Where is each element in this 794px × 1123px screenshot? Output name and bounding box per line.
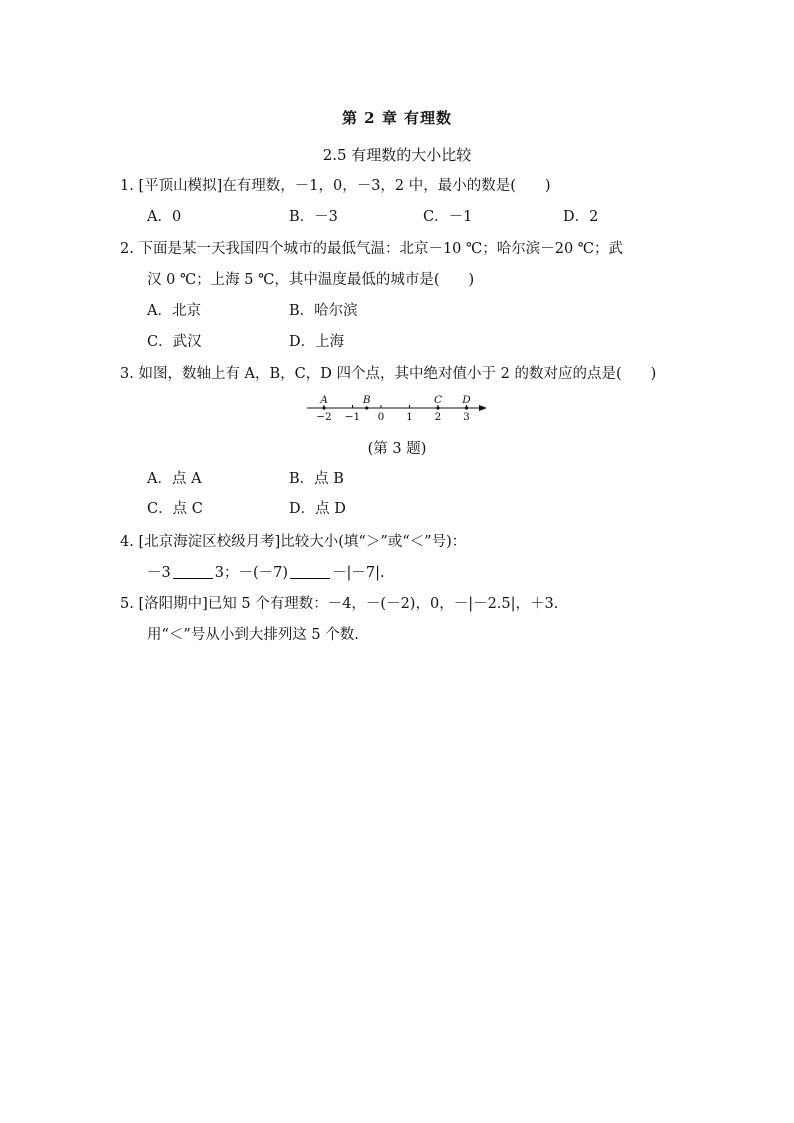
question-3-caption: (第 3 题) — [367, 441, 427, 457]
q4-part-2-right: －|－7|. — [332, 565, 385, 581]
question-3-stem: 3. 如图，数轴上有 A，B，C，D 四个点，其中绝对值小于 2 的数对应的点是( ) — [120, 366, 657, 382]
question-4-expression — [147, 561, 385, 582]
q4-blank-1[interactable] — [173, 564, 213, 579]
question-1-option-c: C．－1 — [423, 209, 473, 225]
chapter-title: 第 2 章 有理数 — [341, 109, 453, 127]
question-2-option-a: A．北京 — [147, 303, 201, 319]
question-3-option-d: D．点 D — [289, 501, 346, 517]
number-line-tick-label: 1 — [406, 411, 413, 423]
number-line-point — [365, 406, 368, 409]
number-line-point-label: A — [320, 394, 328, 406]
number-line-point-label: B — [362, 394, 371, 406]
question-3-option-c: C．点 C — [147, 501, 203, 517]
number-line-arrow-icon — [479, 405, 487, 411]
section-title: 2.5 有理数的大小比较 — [322, 146, 472, 164]
question-1-option-b: B．－3 — [289, 209, 338, 225]
question-5-line-2: 用“＜”号从小到大排列这 5 个数. — [147, 627, 359, 643]
number-line-point — [436, 406, 439, 409]
q4-part-1-right: 3；－(－7) — [214, 565, 288, 581]
question-5-line-1: 5. [洛阳期中]已知 5 个有理数：－4，－(－2)，0，－|－2.5|，＋3. — [120, 596, 559, 612]
question-2-option-d: D．上海 — [289, 334, 345, 350]
question-4-stem: 4. [北京海淀区校级月考]比较大小(填“＞”或“＜”号)： — [120, 534, 467, 550]
number-line-point — [465, 406, 468, 409]
number-line-tick-label: −2 — [316, 411, 332, 423]
q4-part-1-left: －3 — [147, 565, 171, 581]
number-line-tick-label: 0 — [377, 411, 385, 423]
question-1-stem: 1. [平顶山模拟]在有理数，－1，0，－3，2 中，最小的数是( ) — [120, 178, 551, 194]
number-line-point-label: C — [433, 394, 443, 406]
number-line-tick-label: 3 — [463, 411, 470, 423]
number-line-point — [322, 406, 325, 409]
question-2-line-2: 汉 0 ℃；上海 5 ℃，其中温度最低的城市是( ) — [147, 272, 475, 288]
question-1-option-a: A．0 — [147, 209, 182, 225]
question-3-option-b: B．点 B — [289, 471, 344, 487]
number-line-tick-label: −1 — [344, 411, 361, 423]
question-2-option-c: C．武汉 — [147, 334, 202, 350]
question-2-line-1: 2. 下面是某一天我国四个城市的最低气温：北京－10 ℃；哈尔滨－20 ℃；武 — [120, 241, 624, 257]
q4-blank-2[interactable] — [290, 564, 330, 579]
question-1-option-d: D．2 — [563, 209, 599, 225]
question-2-option-b: B．哈尔滨 — [289, 303, 358, 319]
number-line-point-label: D — [462, 394, 471, 406]
number-line-tick-label: 2 — [434, 411, 442, 423]
number-line-figure — [305, 390, 495, 430]
question-3-option-a: A．点 A — [147, 471, 202, 487]
